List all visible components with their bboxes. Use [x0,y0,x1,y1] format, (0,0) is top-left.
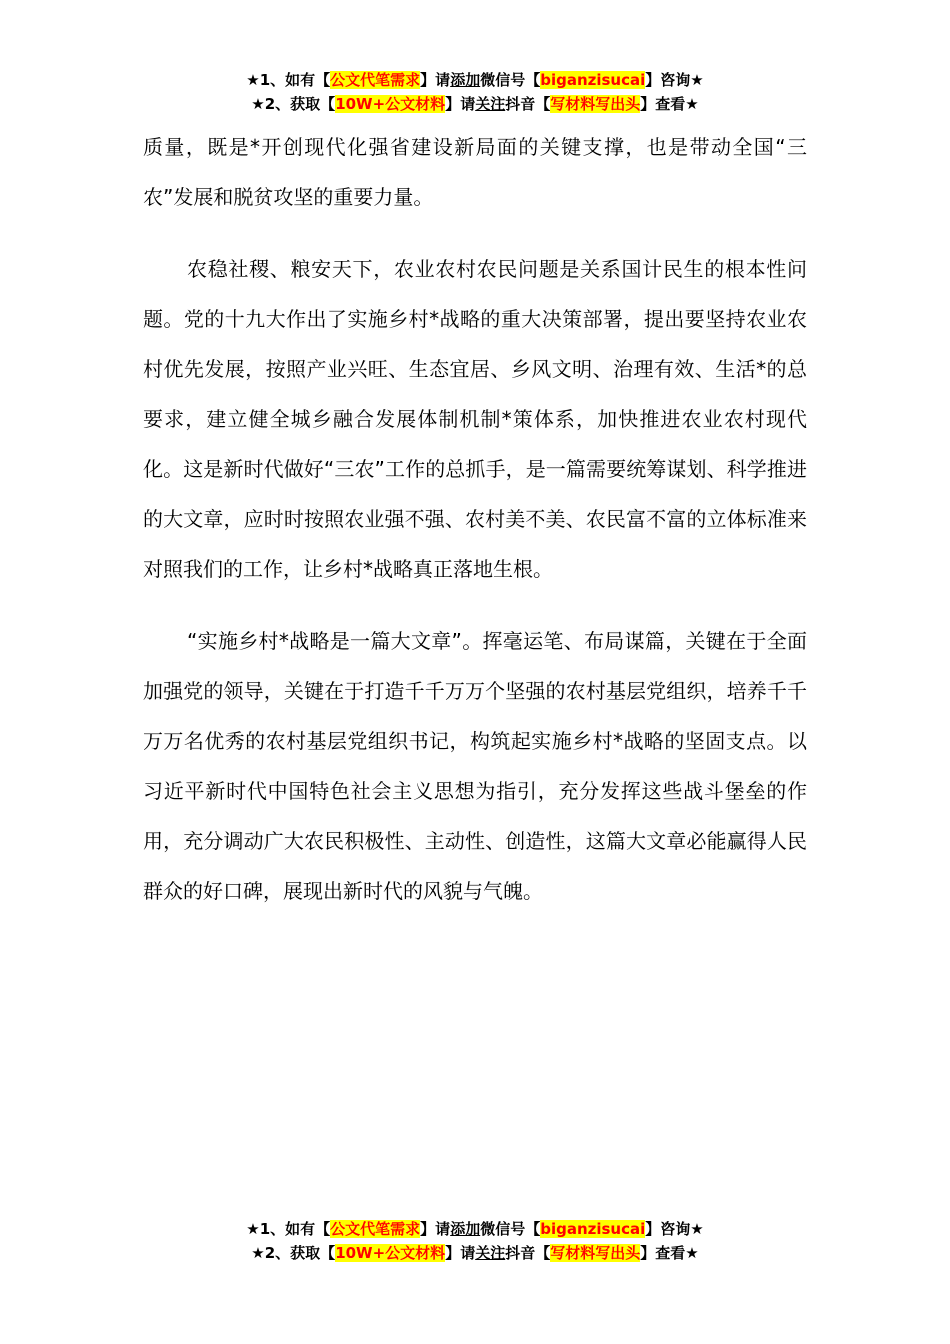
banner-highlight: 10W+公文材料 [335,95,446,113]
paragraph-1: 质量，既是*开创现代化强省建设新局面的关键支撑，也是带动全国“三农”发展和脱贫攻坚的重要力量。 [143,135,807,209]
banner-wechat-id: biganzisucai [540,71,646,89]
banner-underline: 添加 [450,71,481,89]
banner-underline: 添加 [450,1220,481,1238]
banner-line-2: ★2、获取【10W+公文材料】请关注抖音【写材料写出头】查看★ [251,1244,699,1262]
banner-underline: 关注 [475,1244,506,1262]
document-body [143,122,807,916]
banner-highlight: 10W+公文材料 [335,1244,446,1262]
banner-highlight: 公文代笔需求 [330,1220,421,1238]
banner-douyin-id: 写材料写出头 [550,1244,641,1262]
footer-banner [0,1217,950,1265]
banner-douyin-id: 写材料写出头 [550,95,641,113]
header-banner [0,68,950,116]
banner-line-2: ★2、获取【10W+公文材料】请关注抖音【写材料写出头】查看★ [251,95,699,113]
banner-underline: 关注 [475,95,506,113]
paragraph-3: “实施乡村*战略是一篇大文章”。挥毫运笔、布局谋篇，关键在于全面加强党的领导，关键在于打造千千万万个坚强的农村基层党组织，培养千千万万名优秀的农村基层党组织书记，构筑起实施乡村*战略的坚固支点。以习近平新时代中国特色社会主义思想为指引，充分发挥这些战斗堡垒的作用，充分调动广大农民积极性、主动性、创造性，这篇大文章必能赢得人民群众的好口碑，展现出新时代的风貌与气魄。 [143,629,807,903]
banner-line-1: ★1、如有【公文代笔需求】请添加微信号【biganzisucai】咨询★ [246,71,704,89]
banner-line-1: ★1、如有【公文代笔需求】请添加微信号【biganzisucai】咨询★ [246,1220,704,1238]
banner-highlight: 公文代笔需求 [330,71,421,89]
paragraph-2: 农稳社稷、粮安天下，农业农村农民问题是关系国计民生的根本性问题。党的十九大作出了实施乡村*战略的重大决策部署，提出要坚持农业农村优先发展，按照产业兴旺、生态宜居、乡风文明、治理有效、生活*的总要求，建立健全城乡融合发展体制机制*策体系，加快推进农业农村现代化。这是新时代做好“三农”工作的总抓手，是一篇需要统筹谋划、科学推进的大文章，应时时按照农业强不强、农村美不美、农民富不富的立体标准来对照我们的工作，让乡村*战略真正落地生根。 [143,257,807,581]
banner-wechat-id: biganzisucai [540,1220,646,1238]
